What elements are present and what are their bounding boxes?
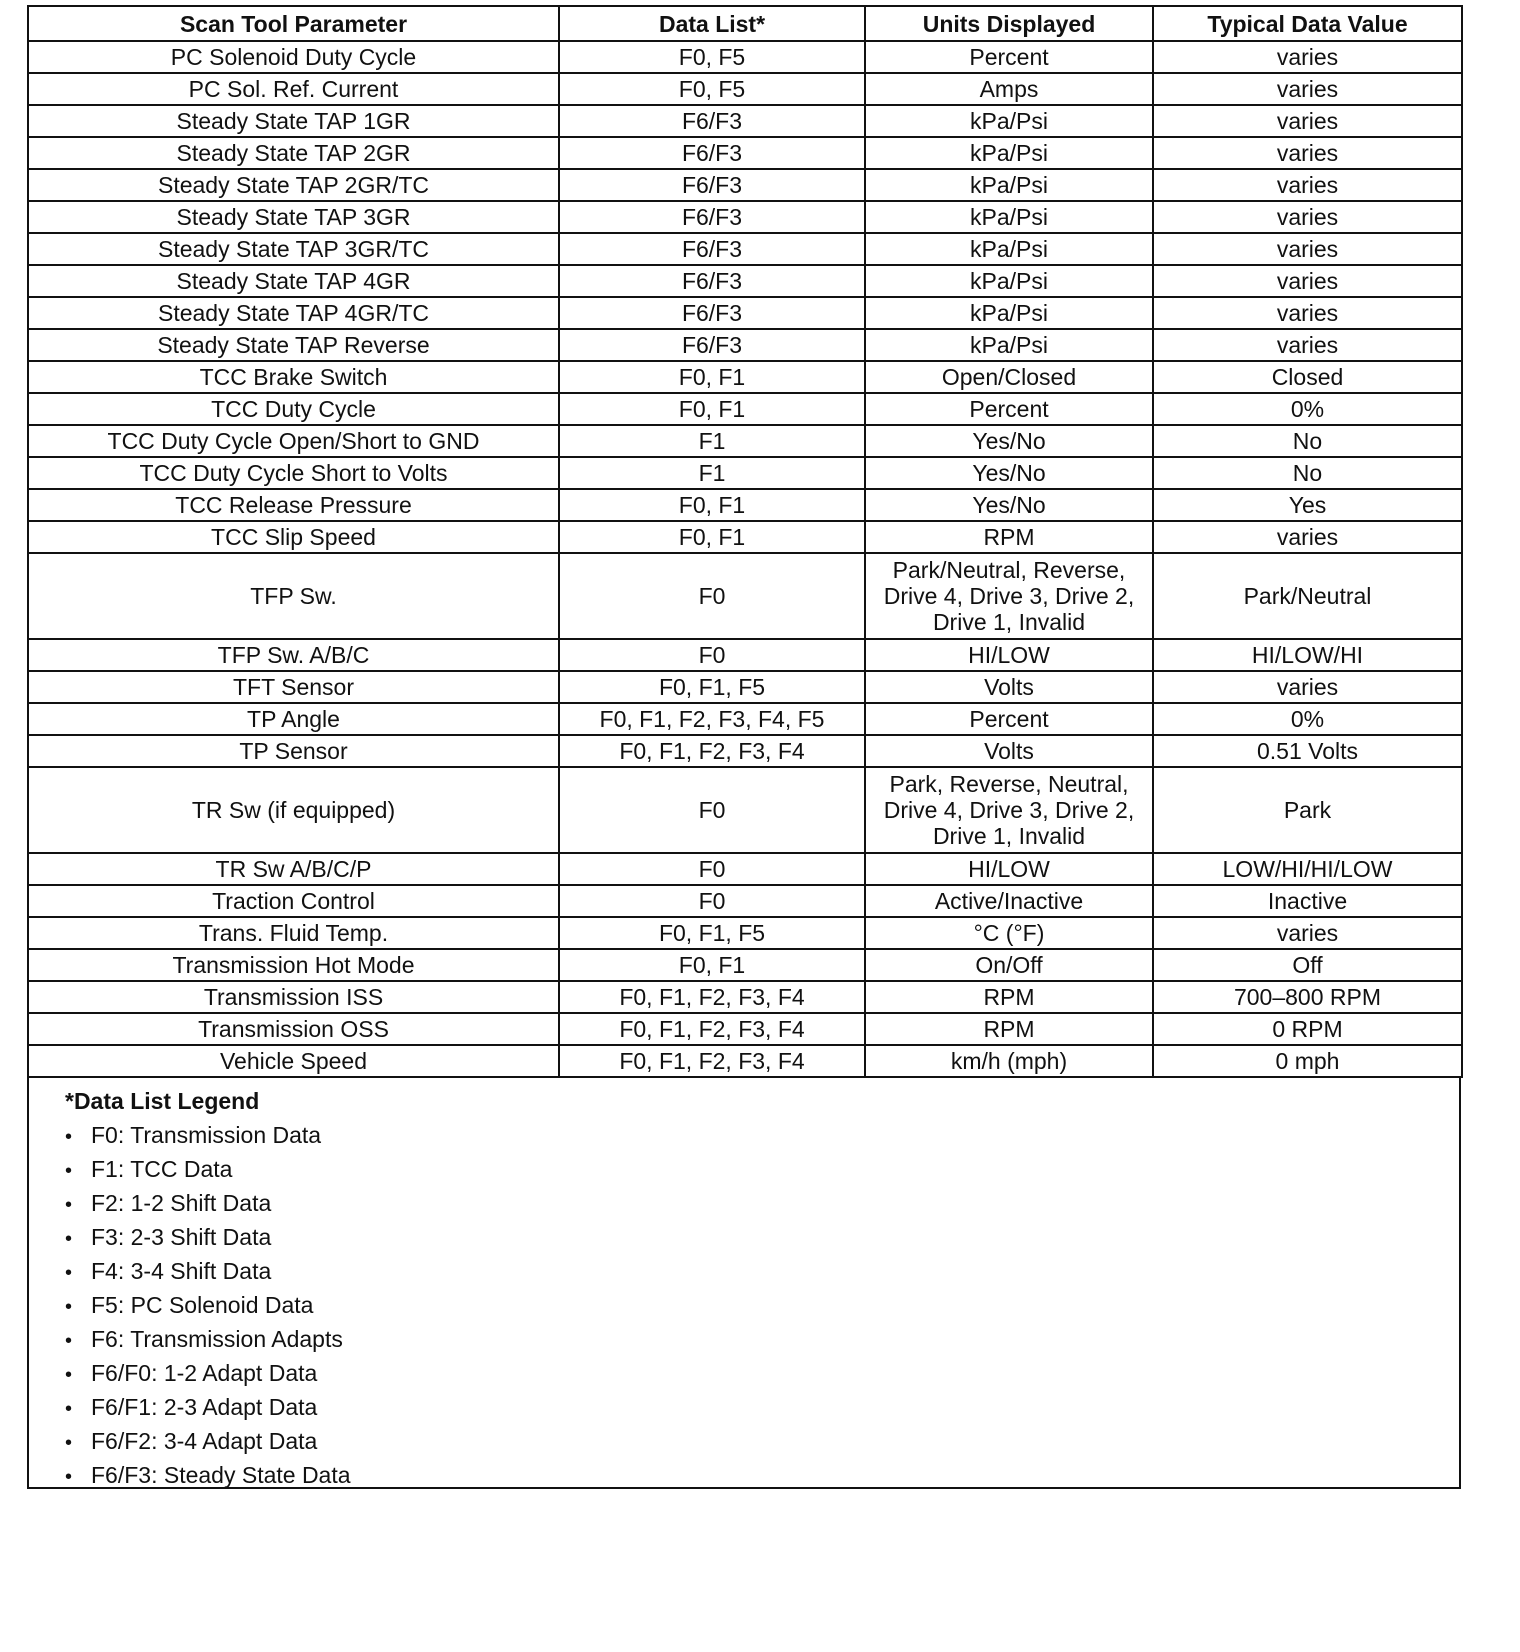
legend-item-text: F0: Transmission Data [91,1122,322,1148]
cell-parameter: Transmission Hot Mode [28,949,559,981]
cell-units: Yes/No [865,425,1153,457]
bullet-icon: • [65,1228,73,1250]
cell-typical-value: HI/LOW/HI [1153,639,1462,671]
legend-item-text: F6/F1: 2-3 Adapt Data [91,1394,318,1420]
table-row [28,137,1462,169]
legend-item [65,1292,1459,1326]
cell-data-list: F0, F1, F2, F3, F4 [559,981,865,1013]
cell-typical-value: Park [1153,767,1462,853]
cell-data-list: F6/F3 [559,137,865,169]
cell-data-list: F6/F3 [559,297,865,329]
cell-typical-value: varies [1153,233,1462,265]
cell-parameter: Traction Control [28,885,559,917]
cell-typical-value: varies [1153,41,1462,73]
cell-parameter: TP Sensor [28,735,559,767]
cell-units: kPa/Psi [865,265,1153,297]
cell-data-list: F0, F5 [559,41,865,73]
cell-units: kPa/Psi [865,329,1153,361]
cell-parameter: Steady State TAP 2GR [28,137,559,169]
cell-parameter: Steady State TAP 1GR [28,105,559,137]
cell-parameter: Steady State TAP 3GR/TC [28,233,559,265]
cell-typical-value: 0 mph [1153,1045,1462,1077]
cell-parameter: TFT Sensor [28,671,559,703]
cell-data-list: F0, F1, F2, F3, F4 [559,1013,865,1045]
bullet-icon: • [65,1330,73,1352]
table-row [28,169,1462,201]
bullet-icon: • [65,1364,73,1386]
cell-typical-value: No [1153,425,1462,457]
cell-data-list: F0 [559,553,865,639]
cell-data-list: F0, F1, F2, F3, F4 [559,1045,865,1077]
cell-parameter: TP Angle [28,703,559,735]
table-row [28,671,1462,703]
legend-item [65,1122,1459,1156]
cell-data-list: F6/F3 [559,105,865,137]
cell-typical-value: Park/Neutral [1153,553,1462,639]
cell-typical-value: varies [1153,105,1462,137]
table-row [28,885,1462,917]
cell-parameter: Steady State TAP Reverse [28,329,559,361]
legend-item [65,1394,1459,1428]
cell-data-list: F0, F1, F5 [559,671,865,703]
legend-item-text: F6/F3: Steady State Data [91,1462,351,1488]
table-row [28,41,1462,73]
header-scan-tool-parameter: Scan Tool Parameter [28,6,559,41]
cell-parameter: TCC Duty Cycle [28,393,559,425]
cell-typical-value: 0 RPM [1153,1013,1462,1045]
cell-units: kPa/Psi [865,201,1153,233]
legend-item-text: F1: TCC Data [91,1156,233,1182]
cell-units: Percent [865,703,1153,735]
cell-typical-value: 700–800 RPM [1153,981,1462,1013]
cell-units: RPM [865,981,1153,1013]
cell-parameter: Trans. Fluid Temp. [28,917,559,949]
legend-item [65,1190,1459,1224]
cell-units: kPa/Psi [865,137,1153,169]
table-row [28,553,1462,639]
cell-units: RPM [865,1013,1153,1045]
cell-data-list: F0 [559,853,865,885]
table-row [28,393,1462,425]
cell-typical-value: varies [1153,521,1462,553]
scan-tool-data-table [27,5,1463,1078]
legend-item [65,1224,1459,1258]
bullet-icon: • [65,1160,73,1182]
legend-item-text: F6/F0: 1-2 Adapt Data [91,1360,318,1386]
cell-parameter: TFP Sw. A/B/C [28,639,559,671]
cell-parameter: TCC Brake Switch [28,361,559,393]
cell-units: Park, Reverse, Neutral, Drive 4, Drive 3, Drive 2, Drive 1, Invalid [865,767,1153,853]
cell-units: kPa/Psi [865,297,1153,329]
cell-data-list: F0, F1, F2, F3, F4, F5 [559,703,865,735]
cell-typical-value: Off [1153,949,1462,981]
cell-data-list: F6/F3 [559,329,865,361]
cell-data-list: F0, F1 [559,521,865,553]
cell-units: km/h (mph) [865,1045,1153,1077]
table-row [28,639,1462,671]
header-units-displayed: Units Displayed [865,6,1153,41]
table-row [28,767,1462,853]
legend-item-text: F2: 1-2 Shift Data [91,1190,272,1216]
cell-parameter: TCC Duty Cycle Open/Short to GND [28,425,559,457]
table-row [28,1013,1462,1045]
legend-item [65,1428,1459,1462]
table-row [28,297,1462,329]
bullet-icon: • [65,1296,73,1318]
cell-typical-value: Closed [1153,361,1462,393]
cell-data-list: F6/F3 [559,265,865,297]
cell-data-list: F0, F1 [559,489,865,521]
table-row [28,735,1462,767]
table-row [28,201,1462,233]
bullet-icon: • [65,1126,73,1148]
cell-units: Volts [865,671,1153,703]
table-row [28,233,1462,265]
cell-parameter: TCC Release Pressure [28,489,559,521]
cell-units: Volts [865,735,1153,767]
cell-parameter: PC Solenoid Duty Cycle [28,41,559,73]
cell-typical-value: Yes [1153,489,1462,521]
legend-item [65,1326,1459,1360]
cell-units: HI/LOW [865,853,1153,885]
cell-parameter: TCC Duty Cycle Short to Volts [28,457,559,489]
cell-typical-value: varies [1153,201,1462,233]
table-row [28,917,1462,949]
bullet-icon: • [65,1398,73,1420]
cell-units: Yes/No [865,489,1153,521]
legend-item [65,1258,1459,1292]
cell-parameter: Steady State TAP 4GR/TC [28,297,559,329]
cell-data-list: F6/F3 [559,201,865,233]
cell-units: kPa/Psi [865,233,1153,265]
cell-units: RPM [865,521,1153,553]
cell-data-list: F0 [559,885,865,917]
cell-typical-value: 0% [1153,393,1462,425]
cell-data-list: F0, F1 [559,949,865,981]
legend-title: *Data List Legend [65,1088,260,1114]
data-list-legend [27,1078,1461,1489]
cell-units: Percent [865,393,1153,425]
cell-units: HI/LOW [865,639,1153,671]
table-row [28,981,1462,1013]
cell-parameter: Steady State TAP 2GR/TC [28,169,559,201]
cell-parameter: PC Sol. Ref. Current [28,73,559,105]
table-row [28,265,1462,297]
cell-units: Open/Closed [865,361,1153,393]
cell-parameter: Steady State TAP 4GR [28,265,559,297]
cell-typical-value: LOW/HI/HI/LOW [1153,853,1462,885]
table-row [28,105,1462,137]
table-row [28,425,1462,457]
table-row [28,489,1462,521]
legend-list [65,1122,1459,1496]
bullet-icon: • [65,1262,73,1284]
bullet-icon: • [65,1466,73,1488]
cell-units: Active/Inactive [865,885,1153,917]
cell-typical-value: varies [1153,137,1462,169]
table-body [28,41,1462,1077]
cell-parameter: Transmission ISS [28,981,559,1013]
cell-parameter: TFP Sw. [28,553,559,639]
bullet-icon: • [65,1432,73,1454]
table-header-row [28,6,1462,41]
table-row [28,361,1462,393]
table-row [28,329,1462,361]
cell-parameter: Vehicle Speed [28,1045,559,1077]
scan-tool-data-document [27,5,1461,1489]
cell-typical-value: varies [1153,671,1462,703]
table-row [28,1045,1462,1077]
cell-typical-value: varies [1153,169,1462,201]
header-data-list: Data List* [559,6,865,41]
bullet-icon: • [65,1194,73,1216]
cell-units: °C (°F) [865,917,1153,949]
cell-data-list: F0, F1, F2, F3, F4 [559,735,865,767]
cell-units: Amps [865,73,1153,105]
cell-typical-value: 0.51 Volts [1153,735,1462,767]
legend-item-text: F3: 2-3 Shift Data [91,1224,272,1250]
cell-units: Percent [865,41,1153,73]
legend-item-text: F4: 3-4 Shift Data [91,1258,272,1284]
header-typical-data-value: Typical Data Value [1153,6,1462,41]
cell-data-list: F0 [559,767,865,853]
legend-item-text: F6/F2: 3-4 Adapt Data [91,1428,318,1454]
legend-item [65,1360,1459,1394]
cell-units: kPa/Psi [865,169,1153,201]
table-row [28,853,1462,885]
legend-item [65,1462,1459,1496]
cell-parameter: TR Sw A/B/C/P [28,853,559,885]
cell-data-list: F1 [559,425,865,457]
cell-parameter: TR Sw (if equipped) [28,767,559,853]
legend-item-text: F5: PC Solenoid Data [91,1292,314,1318]
cell-typical-value: varies [1153,297,1462,329]
table-row [28,457,1462,489]
cell-data-list: F6/F3 [559,169,865,201]
legend-item-text: F6: Transmission Adapts [91,1326,343,1352]
cell-data-list: F0, F1 [559,393,865,425]
cell-data-list: F0, F1 [559,361,865,393]
cell-typical-value: Inactive [1153,885,1462,917]
cell-parameter: TCC Slip Speed [28,521,559,553]
cell-units: Park/Neutral, Reverse, Drive 4, Drive 3, Drive 2, Drive 1, Invalid [865,553,1153,639]
table-row [28,73,1462,105]
cell-data-list: F6/F3 [559,233,865,265]
cell-units: kPa/Psi [865,105,1153,137]
cell-data-list: F0 [559,639,865,671]
cell-data-list: F0, F1, F5 [559,917,865,949]
cell-units: Yes/No [865,457,1153,489]
cell-typical-value: varies [1153,917,1462,949]
cell-data-list: F0, F5 [559,73,865,105]
cell-units: On/Off [865,949,1153,981]
legend-item [65,1156,1459,1190]
cell-typical-value: varies [1153,73,1462,105]
cell-typical-value: varies [1153,329,1462,361]
table-row [28,703,1462,735]
cell-typical-value: varies [1153,265,1462,297]
cell-data-list: F1 [559,457,865,489]
cell-parameter: Steady State TAP 3GR [28,201,559,233]
cell-typical-value: No [1153,457,1462,489]
cell-parameter: Transmission OSS [28,1013,559,1045]
table-row [28,521,1462,553]
cell-typical-value: 0% [1153,703,1462,735]
table-row [28,949,1462,981]
